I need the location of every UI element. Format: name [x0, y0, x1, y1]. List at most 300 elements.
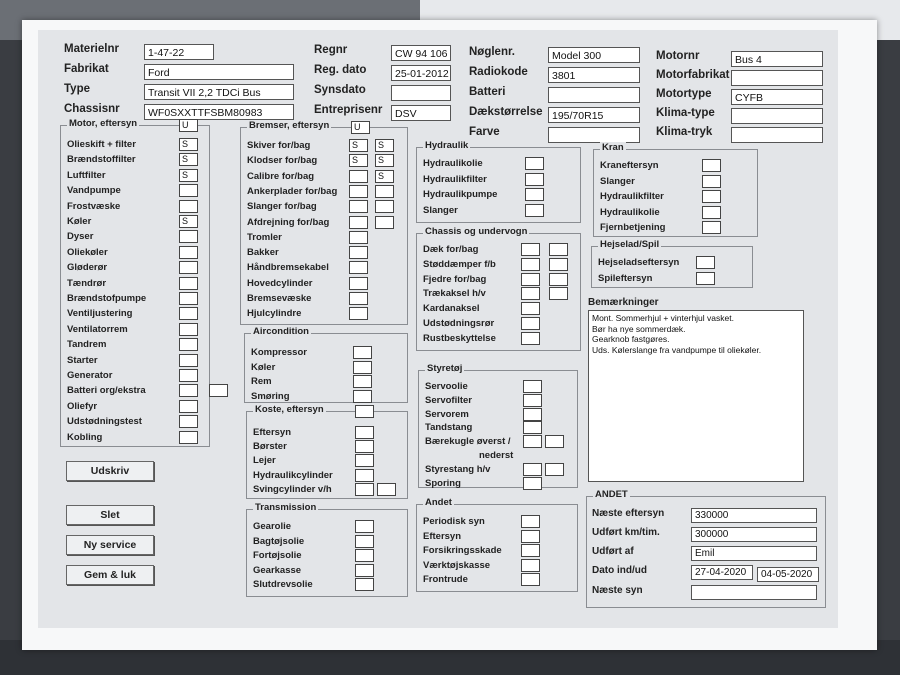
andet_mid-row-label: Periodisk syn — [423, 516, 485, 527]
bremser-row-checkbox-2[interactable] — [375, 216, 394, 229]
udfort-km-field[interactable]: 300000 — [691, 527, 817, 542]
motor-row-label: Generator — [67, 370, 113, 381]
motortype-field[interactable]: CYFB — [731, 89, 823, 105]
hejselad-row-label: Hejseladseftersyn — [598, 257, 680, 268]
hydraulik-row — [417, 157, 580, 171]
chassis-row-checkbox-2[interactable] — [549, 258, 568, 271]
klima-type-label: Klima-type — [656, 107, 715, 119]
aircondition-row — [245, 390, 407, 404]
transmission-row-checkbox[interactable] — [355, 578, 374, 591]
styretoj-row — [419, 380, 577, 394]
kran-row — [594, 206, 757, 220]
chassis-row-checkbox[interactable] — [521, 317, 540, 330]
chassis-row — [417, 243, 580, 257]
andet_mid-row — [417, 530, 577, 544]
motor-row — [61, 323, 209, 337]
motor-row — [61, 138, 209, 152]
bremser-row — [241, 307, 407, 321]
styretoj-row-checkbox[interactable] — [523, 408, 542, 421]
motornr-field[interactable]: Bus 4 — [731, 51, 823, 67]
ny-service-button[interactable]: Ny service — [66, 535, 154, 555]
chassis-row-checkbox[interactable] — [521, 273, 540, 286]
kran-row-checkbox[interactable] — [702, 190, 721, 203]
koste-row-label: Lejer — [253, 455, 276, 467]
hydraulik-row-label: Hydraulikolie — [423, 158, 483, 169]
entreprisenr-label: Entreprisenr — [314, 104, 383, 116]
koste-row — [247, 469, 407, 483]
transmission-row-label: Gearolie — [253, 521, 292, 532]
styretoj-row — [419, 449, 577, 463]
motor-row — [61, 369, 209, 383]
andet-title: Andet — [425, 497, 452, 508]
hydraulik-group — [416, 140, 581, 223]
bremser-row-label: Ankerplader for/bag — [247, 185, 338, 197]
chassis-row-checkbox[interactable] — [521, 332, 540, 345]
hydraulik-row-label: Slanger — [423, 204, 458, 216]
motor-row — [61, 307, 209, 321]
chassis-row — [417, 258, 580, 272]
bremser-row-checkbox[interactable]: S — [349, 154, 368, 167]
bremser-row-label: Calibre for/bag — [247, 170, 315, 182]
motor-row-checkbox[interactable] — [179, 431, 198, 444]
motor-row-checkbox[interactable] — [179, 277, 198, 290]
andet_mid-row — [417, 544, 577, 558]
hejselad-row — [592, 256, 752, 270]
motor-row — [61, 338, 209, 352]
hydraulik-row-checkbox[interactable] — [525, 204, 544, 217]
bremser-row-checkbox[interactable] — [349, 170, 368, 183]
andet-panel-title: ANDET — [595, 489, 628, 500]
bremser-row — [241, 170, 407, 184]
motor-row-label: Luftfilter — [67, 169, 106, 181]
regnr-field[interactable]: CW 94 106 — [391, 45, 451, 61]
transmission-row-checkbox[interactable] — [355, 535, 374, 548]
motor-row — [61, 230, 209, 244]
aircondition-row-label: Rem — [251, 376, 272, 387]
motor-row — [61, 184, 209, 198]
styretoj-row-checkbox[interactable] — [523, 435, 542, 448]
motor-eftersyn-status[interactable]: U — [179, 119, 198, 132]
motor-row-label: Køler — [67, 216, 92, 227]
koste-row — [247, 454, 407, 468]
hydraulik-row — [417, 204, 580, 218]
transmission-row-label: Gearkasse — [253, 564, 302, 576]
koste-row-checkbox-2[interactable] — [377, 483, 396, 496]
motor-row-label: Udstødningstest — [67, 416, 142, 428]
andet_mid-row-label: Frontrude — [423, 574, 468, 585]
aircondition-row-checkbox[interactable] — [353, 361, 372, 374]
hejselad-row — [592, 272, 752, 286]
materielnr-field[interactable]: 1-47-22 — [144, 44, 214, 60]
andet_mid-row-checkbox[interactable] — [521, 544, 540, 557]
andet_mid-row-checkbox[interactable] — [521, 559, 540, 572]
transmission-row — [247, 564, 407, 578]
bremser-row — [241, 246, 407, 260]
styretoj-row-label: Servorem — [425, 408, 469, 420]
bremser-row-checkbox-2[interactable]: S — [375, 139, 394, 152]
daekstorrelse-field[interactable]: 195/70R15 — [548, 107, 640, 123]
hejselad-spil-group — [591, 239, 753, 288]
transmission-row-checkbox[interactable] — [355, 564, 374, 577]
hydraulik-row-checkbox[interactable] — [525, 173, 544, 186]
naeste-syn-field[interactable] — [691, 585, 817, 600]
motor-row-checkbox[interactable] — [179, 292, 198, 305]
motorfabrikat-label: Motorfabrikat — [656, 69, 730, 81]
bremser-eftersyn-title: Bremser, eftersyn — [249, 120, 330, 131]
styretoj-row-label: nederst — [479, 450, 514, 461]
motor-row-checkbox[interactable] — [179, 354, 198, 367]
bremser-row-checkbox[interactable]: S — [349, 139, 368, 152]
chassisnr-field[interactable]: WF0SXXTTFSBM80983 — [144, 104, 294, 120]
andet_mid-row-checkbox[interactable] — [521, 573, 540, 586]
transmission-title: Transmission — [255, 502, 317, 513]
motor-row-checkbox[interactable] — [179, 184, 198, 197]
chassis-row — [417, 317, 580, 331]
styretoj-group — [418, 363, 578, 489]
kran-row-checkbox[interactable] — [702, 159, 721, 172]
motor-row-label: Tandrem — [67, 339, 107, 351]
koste-row-checkbox[interactable] — [355, 454, 374, 467]
bremser-row-label: Bremsevæske — [247, 293, 312, 304]
klima-tryk-label: Klima-tryk — [656, 126, 713, 138]
motor-row-checkbox[interactable] — [179, 384, 198, 397]
chassis-row-checkbox-2[interactable] — [549, 243, 568, 256]
hydraulik-row — [417, 188, 580, 202]
klima-tryk-field[interactable] — [731, 127, 823, 143]
materielnr-label: Materielnr — [64, 43, 119, 55]
naeste-eftersyn-field[interactable]: 330000 — [691, 508, 817, 523]
motor-row-checkbox[interactable]: S — [179, 153, 198, 166]
koste-row-checkbox[interactable] — [355, 469, 374, 482]
chassisnr-label: Chassisnr — [64, 103, 120, 115]
hejselad-row-checkbox[interactable] — [696, 256, 715, 269]
motornr-label: Motornr — [656, 50, 700, 62]
styretoj-row-label: Bærekugle øverst / — [425, 436, 511, 448]
kran-row — [594, 159, 757, 173]
motor-row — [61, 384, 209, 398]
koste-eftersyn-group — [246, 404, 408, 499]
chassis-row-checkbox[interactable] — [521, 287, 540, 300]
bremser-row — [241, 292, 407, 306]
styretoj-row-checkbox[interactable] — [523, 394, 542, 407]
bremser-row-label: Afdrejning for/bag — [247, 216, 330, 228]
hydraulik-title: Hydraulik — [425, 140, 469, 151]
farve-field[interactable] — [548, 127, 640, 143]
styretoj-row-label: Tandstang — [425, 422, 473, 434]
styretoj-row-label: Servofilter — [425, 394, 472, 406]
bremser-row-checkbox[interactable] — [349, 292, 368, 305]
koste-row-label: Børster — [253, 441, 287, 453]
bremser-row-checkbox-2[interactable]: S — [375, 154, 394, 167]
motor-row-label: Brændstofpumpe — [67, 293, 147, 304]
motor-row-checkbox[interactable] — [179, 200, 198, 213]
bremser-row-checkbox-2[interactable]: S — [375, 170, 394, 183]
bremser-row-checkbox[interactable] — [349, 277, 368, 290]
entreprisenr-field[interactable]: DSV — [391, 105, 451, 121]
motor-row — [61, 153, 209, 167]
regnr-label: Regnr — [314, 44, 348, 56]
naeste-syn-label: Næste syn — [592, 585, 643, 596]
synsdato-field[interactable] — [391, 85, 451, 101]
motor-row-checkbox[interactable] — [179, 415, 198, 428]
koste-row-label: Hydraulikcylinder — [253, 469, 333, 481]
styretoj-row-checkbox[interactable] — [523, 463, 542, 476]
hejselad-row-checkbox[interactable] — [696, 272, 715, 285]
motor-eftersyn-group — [60, 118, 210, 447]
hejselad-spil-title: Hejselad/Spil — [600, 239, 660, 250]
transmission-group — [246, 502, 408, 597]
farve-label: Farve — [469, 126, 500, 138]
styretoj-title: Styretøj — [427, 363, 463, 374]
hejselad-row-label: Spileftersyn — [598, 272, 653, 284]
kran-row-label: Hydraulikfilter — [600, 191, 664, 202]
koste-eftersyn-title: Koste, eftersyn — [255, 404, 324, 415]
motor-row-label: Olieskift + filter — [67, 139, 136, 150]
motor-row-checkbox[interactable]: S — [179, 169, 198, 182]
bremser-row — [241, 139, 407, 153]
dato-ind-field[interactable]: 27-04-2020 — [691, 565, 753, 580]
motor-row — [61, 215, 209, 229]
kran-row — [594, 175, 757, 189]
motor-row-label: Batteri org/ekstra — [67, 385, 146, 397]
bremser-row — [241, 261, 407, 275]
naeste-eftersyn-label: Næste eftersyn — [592, 508, 665, 519]
aircondition-row-label: Smøring — [251, 390, 290, 402]
bremser-row-checkbox[interactable] — [349, 246, 368, 259]
koste-row-label: Svingcylinder v/h — [253, 483, 332, 495]
type-field[interactable]: Transit VII 2,2 TDCi Bus — [144, 84, 294, 100]
motor-row-label: Ventiljustering — [67, 308, 133, 320]
batteri-label: Batteri — [469, 86, 506, 98]
kran-row-label: Fjernbetjening — [600, 222, 666, 233]
udfort-af-field[interactable]: Emil — [691, 546, 817, 561]
chassis-row-checkbox-2[interactable] — [549, 287, 568, 300]
service-form — [38, 30, 838, 628]
hydraulik-row-checkbox[interactable] — [525, 188, 544, 201]
styretoj-row-label: Sporing — [425, 477, 461, 489]
slet-button[interactable]: Slet — [66, 505, 154, 525]
motor-row-checkbox[interactable] — [179, 246, 198, 259]
bemaerkninger-label: Bemærkninger — [588, 297, 659, 308]
synsdato-label: Synsdato — [314, 84, 366, 96]
motor-row-checkbox[interactable] — [179, 338, 198, 351]
aircondition-group — [244, 326, 408, 403]
aircondition-row-checkbox[interactable] — [353, 346, 372, 359]
motor-row — [61, 277, 209, 291]
kran-row — [594, 221, 757, 235]
bremser-row-checkbox[interactable] — [349, 231, 368, 244]
chassis-row — [417, 302, 580, 316]
aircondition-row-checkbox[interactable] — [353, 375, 372, 388]
bremser-row — [241, 216, 407, 230]
andet_mid-row-label: Forsikringsskade — [423, 545, 502, 556]
koste-row-checkbox[interactable] — [355, 426, 374, 439]
aircondition-title: Aircondition — [253, 326, 309, 337]
andet_mid-row — [417, 559, 577, 573]
bremser-row-checkbox[interactable] — [349, 200, 368, 213]
chassis-row-label: Dæk for/bag — [423, 244, 479, 255]
motor-row-label: Kobling — [67, 431, 103, 443]
bremser-row-checkbox[interactable] — [349, 261, 368, 274]
motor-row — [61, 431, 209, 445]
chassis-row-checkbox[interactable] — [521, 258, 540, 271]
bremser-row-label: Klodser for/bag — [247, 155, 318, 167]
kran-row-label: Slanger — [600, 175, 635, 187]
bremser-row-label: Skiver for/bag — [247, 140, 311, 151]
udskriv-button[interactable]: Udskriv — [66, 461, 154, 481]
kran-row-label: Hydraulikolie — [600, 206, 660, 218]
koste-row — [247, 440, 407, 454]
note-line: Gearknob fastgøres. — [592, 334, 670, 344]
transmission-row — [247, 578, 407, 592]
styretoj-row-checkbox[interactable] — [523, 421, 542, 434]
transmission-row-checkbox[interactable] — [355, 549, 374, 562]
motor-row-checkbox-2[interactable] — [209, 384, 228, 397]
bremser-row — [241, 277, 407, 291]
bremser-row-checkbox[interactable] — [349, 307, 368, 320]
motor-row — [61, 400, 209, 414]
batteri-field[interactable] — [548, 87, 640, 103]
note-line: Uds. Kølerslange fra vandpumpe til oliekøler. — [592, 344, 762, 355]
fabrikat-field[interactable]: Ford — [144, 64, 294, 80]
motor-row — [61, 261, 209, 275]
kran-title: Kran — [602, 142, 624, 153]
chassis-row-checkbox[interactable] — [521, 243, 540, 256]
fabrikat-label: Fabrikat — [64, 63, 109, 75]
motor-row-label: Gløderør — [67, 262, 108, 274]
chassis-row-label: Trækaksel h/v — [423, 288, 486, 300]
motor-row-label: Vandpumpe — [67, 185, 121, 197]
koste-eftersyn-status[interactable] — [355, 405, 374, 418]
styretoj-row — [419, 394, 577, 408]
kran-row-checkbox[interactable] — [702, 206, 721, 219]
koste-row-label: Eftersyn — [253, 427, 292, 438]
motor-row-checkbox[interactable]: S — [179, 215, 198, 228]
klima-type-field[interactable] — [731, 108, 823, 124]
andet-panel — [586, 489, 826, 608]
transmission-row-label: Fortøjsolie — [253, 550, 302, 561]
motorfabrikat-field[interactable] — [731, 70, 823, 86]
bremser-row-label: Håndbremsekabel — [247, 262, 329, 274]
bremser-row — [241, 185, 407, 199]
motor-row-checkbox[interactable]: S — [179, 138, 198, 151]
hydraulik-row-label: Hydraulikfilter — [423, 173, 487, 185]
kran-row-checkbox[interactable] — [702, 221, 721, 234]
bremser-eftersyn-status[interactable]: U — [351, 121, 370, 134]
chassis-row-label: Støddæmper f/b — [423, 258, 496, 270]
chassis-row-checkbox[interactable] — [521, 302, 540, 315]
dato-ud-field[interactable]: 04-05-2020 — [757, 567, 819, 582]
motor-row — [61, 354, 209, 368]
bremser-row-label: Bakker — [247, 247, 279, 259]
transmission-row-label: Slutdrevsolie — [253, 579, 313, 590]
motor-row-checkbox[interactable] — [179, 400, 198, 413]
andet_mid-row-checkbox[interactable] — [521, 530, 540, 543]
transmission-row — [247, 520, 407, 534]
andet_mid-row — [417, 573, 577, 587]
bremser-row-checkbox-2[interactable] — [375, 200, 394, 213]
motor-eftersyn-title: Motor, eftersyn — [69, 118, 138, 129]
transmission-row — [247, 549, 407, 563]
koste-row — [247, 483, 407, 497]
motor-row-label: Tændrør — [67, 277, 107, 289]
udfort-af-label: Udført af — [592, 546, 634, 557]
chassis-undervogn-group — [416, 226, 581, 351]
aircondition-row — [245, 361, 407, 375]
kran-row — [594, 190, 757, 204]
aircondition-row — [245, 346, 407, 360]
bremser-row-checkbox[interactable] — [349, 185, 368, 198]
styretoj-row — [419, 477, 577, 491]
chassis-undervogn-title: Chassis og undervogn — [425, 226, 528, 237]
styretoj-row — [419, 421, 577, 435]
styretoj-row-checkbox[interactable] — [523, 380, 542, 393]
styretoj-row-checkbox[interactable] — [523, 477, 542, 490]
motor-row-checkbox[interactable] — [179, 323, 198, 336]
bremser-row — [241, 154, 407, 168]
koste-row-checkbox[interactable] — [355, 440, 374, 453]
gem-luk-button[interactable]: Gem & luk — [66, 565, 154, 585]
noglenr-label: Nøglenr. — [469, 46, 516, 58]
koste-row-checkbox[interactable] — [355, 483, 374, 496]
bremser-row — [241, 200, 407, 214]
transmission-row-checkbox[interactable] — [355, 520, 374, 533]
hydraulik-row-checkbox[interactable] — [525, 157, 544, 170]
hydraulik-row — [417, 173, 580, 187]
bremser-row-label: Slanger for/bag — [247, 201, 317, 213]
chassis-row-label: Udstødningsrør — [423, 318, 495, 329]
motor-row — [61, 415, 209, 429]
aircondition-row-label: Kompressor — [251, 347, 307, 358]
chassis-row-checkbox-2[interactable] — [549, 273, 568, 286]
daekstorrelse-label: Dækstørrelse — [469, 106, 543, 118]
radiokode-field[interactable]: 3801 — [548, 67, 640, 83]
motor-row — [61, 292, 209, 306]
koste-row — [247, 426, 407, 440]
motortype-label: Motortype — [656, 88, 712, 100]
hydraulik-row-label: Hydraulikpumpe — [423, 189, 498, 200]
andet_mid-row-label: Eftersyn — [423, 530, 462, 542]
chassis-row — [417, 332, 580, 346]
bremser-row-checkbox[interactable] — [349, 216, 368, 229]
motor-row — [61, 246, 209, 260]
aircondition-row-checkbox[interactable] — [353, 390, 372, 403]
bemaerkninger-textarea[interactable] — [588, 310, 804, 482]
motor-row-checkbox[interactable] — [179, 261, 198, 274]
bremser-row-label: Tromler — [247, 231, 282, 243]
motor-row-label: Oliekøler — [67, 246, 108, 258]
kran-row-checkbox[interactable] — [702, 175, 721, 188]
motor-row-checkbox[interactable] — [179, 369, 198, 382]
andet_mid-row — [417, 515, 577, 529]
reg-dato-field[interactable]: 25-01-2012 — [391, 65, 451, 81]
styretoj-row-checkbox-2[interactable] — [545, 435, 564, 448]
motor-row — [61, 169, 209, 183]
motor-row-checkbox[interactable] — [179, 307, 198, 320]
motor-row-label: Oliefyr — [67, 400, 98, 412]
styretoj-row-checkbox-2[interactable] — [545, 463, 564, 476]
chassis-row — [417, 287, 580, 301]
radiokode-label: Radiokode — [469, 66, 528, 78]
styretoj-row — [419, 463, 577, 477]
bremser-eftersyn-group — [240, 120, 408, 325]
noglenr-field[interactable]: Model 300 — [548, 47, 640, 63]
motor-row-checkbox[interactable] — [179, 230, 198, 243]
motor-row-label: Dyser — [67, 231, 94, 243]
chassis-row-label: Fjedre for/bag — [423, 273, 487, 285]
andet_mid-row-checkbox[interactable] — [521, 515, 540, 528]
bremser-row-checkbox-2[interactable] — [375, 185, 394, 198]
